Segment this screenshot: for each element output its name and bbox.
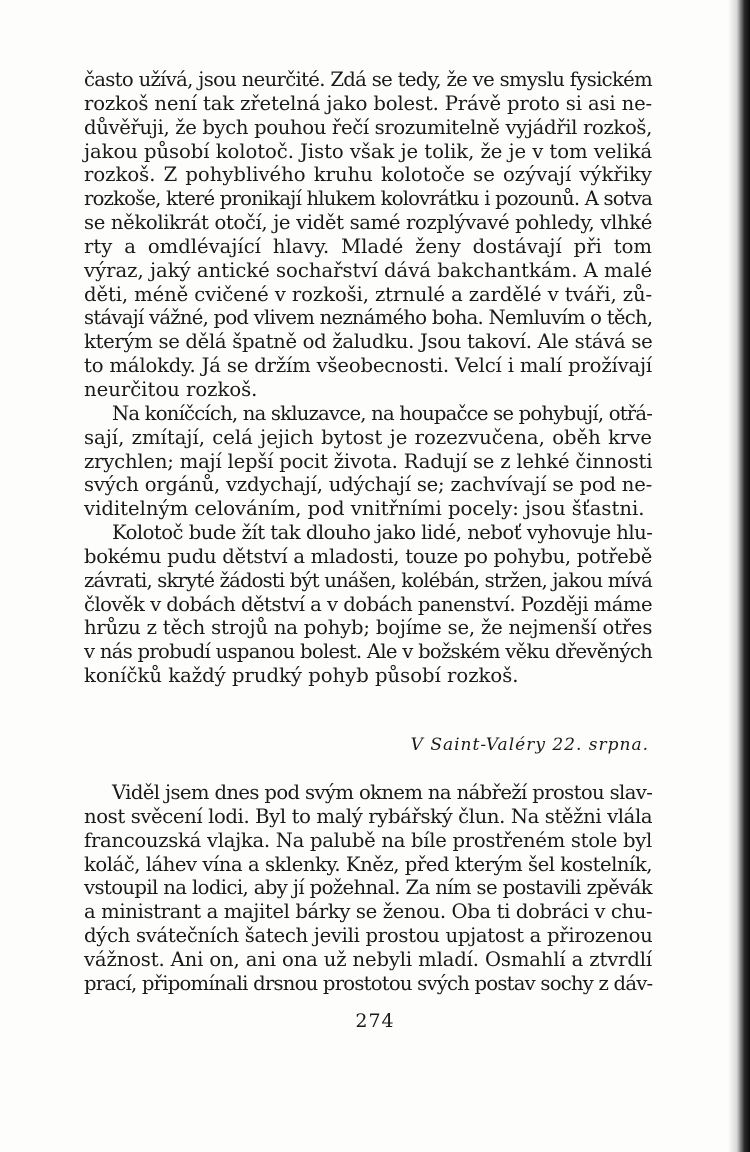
page-number: 274 [355, 1010, 395, 1032]
text-line: děti, méně cvičené v rozkoši, ztrnulé a zardělé v tváři, zů- [84, 282, 652, 306]
text-line: člověk v dobách dětství a v dobách panenství. Později máme [84, 592, 653, 616]
text-line: vstoupil na lodici, aby jí požehnal. Za ním se postavili zpěvák [84, 876, 653, 900]
text-line: kterým se dělá špatně od žaludku. Jsou takoví. Ale stává se [84, 330, 653, 354]
paragraph-first-line: Kolotoč bude žít tak dlouho jako lidé, neboť vyhovuje hlu- [112, 521, 653, 545]
paragraph-first-line: Na koníčcích, na skluzavce, na houpačce se pohybují, otřá- [112, 401, 653, 425]
text-line: a ministrant a majitel bárky se ženou. Oba ti dobráci v chu- [84, 900, 653, 924]
text-line: stávají vážné, pod vlivem neznámého boha. Nemluvím o těch, [84, 306, 653, 330]
text-line: prací, připomínali drsnou prostotou svých postav sochy z dáv- [84, 971, 653, 995]
text-line: rty a omdlévající hlavy. Mladé ženy dostávají při tom [84, 234, 652, 258]
text-line: dých svátečních šatech jevili prostou upjatost a přirozenou [84, 924, 653, 948]
text-line: důvěřuji, že bych pouhou řečí srozumitelně vyjádřil rozkoš, [84, 115, 653, 139]
text-line: viditelným celováním, pod vnitřními pocely: jsou šťastni. [84, 497, 645, 521]
text-line: jakou působí kolotoč. Jisto však je tolik, že je v tom veliká [84, 139, 653, 163]
text-line: zrychlen; mají lepší pocit života. Radují se z lehké činnosti [84, 449, 653, 473]
body-text [84, 68, 652, 688]
text-line: svých orgánů, vzdychají, udýchají se; zachvívají se pod ne- [84, 473, 652, 497]
text-line: hrůzu z těch strojů na pohyb; bojíme se, že nejmenší otřes [84, 616, 653, 640]
text-line: rozkoš. Z pohyblivého kruhu kolotoče se ozývají výkřiky [84, 163, 652, 187]
text-line: rozkoš není tak zřetelná jako bolest. Právě proto si asi ne- [84, 91, 652, 115]
text-line: často užívá, jsou neurčité. Zdá se tedy, že ve smyslu fysickém [84, 68, 652, 91]
text-line: nost svěcení lodi. Byl to malý rybářský člun. Na stěžni vlála [84, 804, 653, 828]
text-line: to málokdy. Já se držím všeobecnosti. Velcí i malí prožívají [84, 354, 652, 378]
paragraph-first-line: Viděl jsem dnes pod svým oknem na nábřeží prostou slav- [112, 781, 653, 804]
text-line: v nás probudí uspanou bolest. Ale v božském věku dřevěných [84, 640, 652, 664]
text-line: rozkoše, které pronikají hlukem kolovrátku i pozounů. A sotva [84, 187, 652, 211]
text-line: se několikrát otočí, je vidět samé rozplývavé pohledy, vlhké [84, 211, 652, 235]
body-text-new-entry [84, 781, 652, 996]
text-line: francouzská vlajka. Na palubě na bíle prostřeném stole byl [84, 828, 652, 852]
dateline: V Saint-Valéry 22. srpna. [410, 735, 649, 755]
text-line: koláč, láhev vína a sklenky. Kněz, před kterým šel kostelník, [84, 852, 652, 876]
text-line: sají, zmítají, celá jejich bytost je rozezvučena, oběh krve [84, 425, 652, 449]
text-line: koníčků každý prudký pohyb působí rozkoš. [84, 664, 519, 688]
text-line: vážnost. Ani on, ani ona už nebyli mladí. Osmahlí a ztvrdlí [84, 947, 653, 971]
text-line: neurčitou rozkoš. [84, 377, 258, 401]
text-line: výraz, jaký antické sochařství dává bakchantkám. A malé [84, 258, 653, 282]
text-line: závrati, skryté žádosti být unášen, kolébán, stržen, jakou mívá [84, 568, 652, 592]
page-edge-shadow [728, 0, 750, 1152]
text-line: bokému pudu dětství a mladosti, touze po pohybu, potřebě [84, 544, 652, 568]
